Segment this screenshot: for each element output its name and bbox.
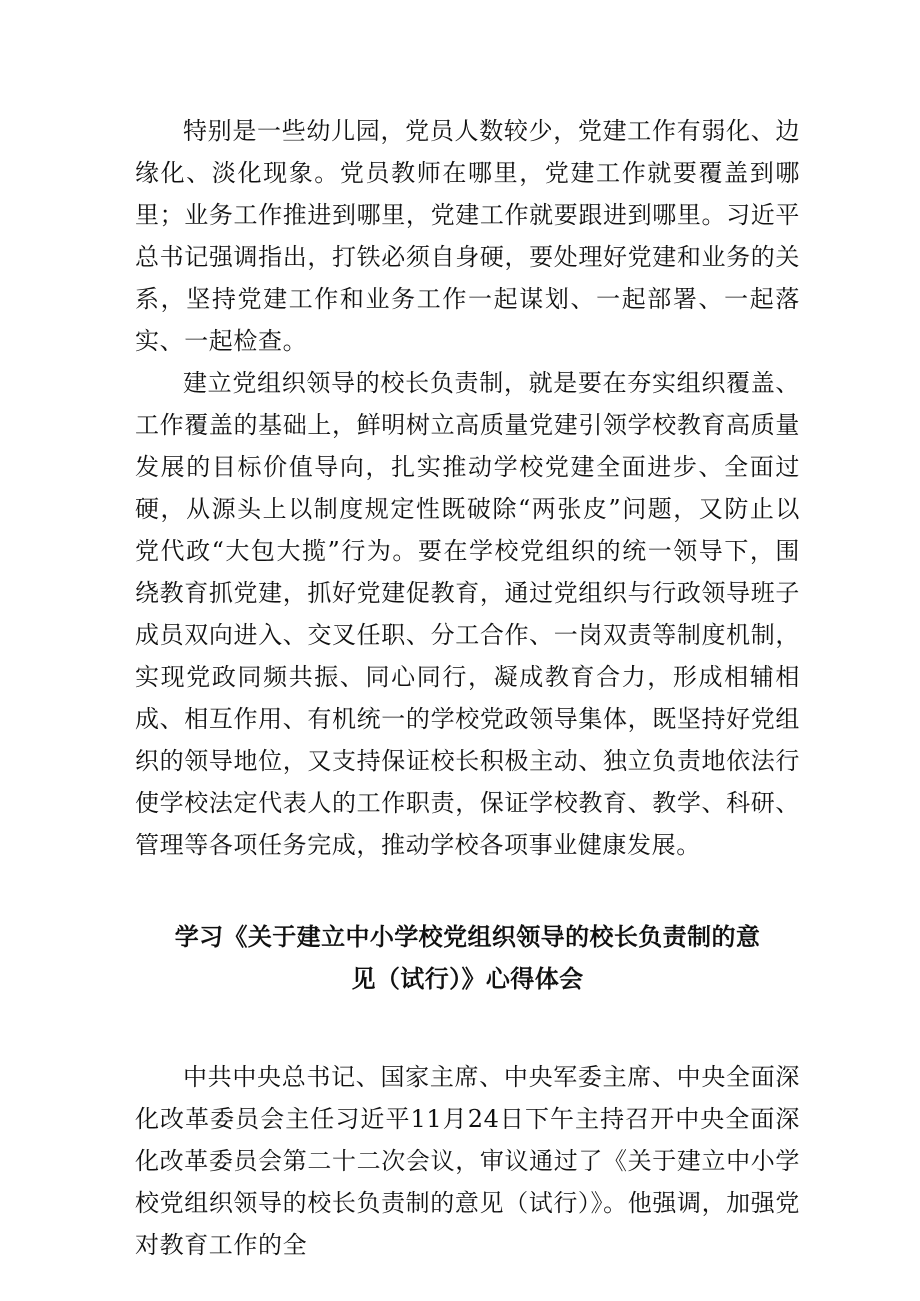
body-paragraph-1: 特别是一些幼儿园，党员人数较少，党建工作有弱化、边缘化、淡化现象。党员教师在哪里，党建工作就要覆盖到哪里；业务工作推进到哪里，党建工作就要跟进到哪里。习近平总书记强调指出，打铁必须自身硬，要处理好党建和业务的关系，坚持党建工作和业务工作一起谋划、一起部署、一起落实、一起检查。 — [135, 117, 800, 355]
section-heading-line-2: 见（试行）》心得体会 — [351, 965, 584, 993]
section-heading-line-1: 学习《关于建立中小学校党组织领导的校长负责制的意 — [174, 923, 761, 951]
body-paragraph-3: 中共中央总书记、国家主席、中央军委主席、中央全面深化改革委员会主任习近平11月24日下午主持召开中央全面深化改革委员会第二十二次会议，审议通过了《关于建立中小学校党组织领导的校长负责制的意见（试行）》。他强调，加强党对教育工作的全 — [135, 1063, 800, 1259]
section-heading — [135, 916, 800, 1000]
document-body — [135, 110, 800, 1266]
body-paragraph-2: 建立党组织领导的校长负责制，就是要在夯实组织覆盖、工作覆盖的基础上，鲜明树立高质量党建引领学校教育高质量发展的目标价值导向，扎实推动学校党建全面进步、全面过硬，从源头上以制度规定性既破除“两张皮”问题，又防止以党代政“大包大揽”行为。要在学校党组织的统一领导下，围绕教育抓党建，抓好党建促教育，通过党组织与行政领导班子成员双向进入、交叉任职、分工合作、一岗双责等制度机制，实现党政同频共振、同心同行，凝成教育合力，形成相辅相成、相互作用、有机统一的学校党政领导集体，既坚持好党组织的领导地位，又支持保证校长积极主动、独立负责地依法行使学校法定代表人的工作职责，保证学校教育、教学、科研、管理等各项任务完成，推动学校各项事业健康发展。 — [135, 369, 800, 859]
